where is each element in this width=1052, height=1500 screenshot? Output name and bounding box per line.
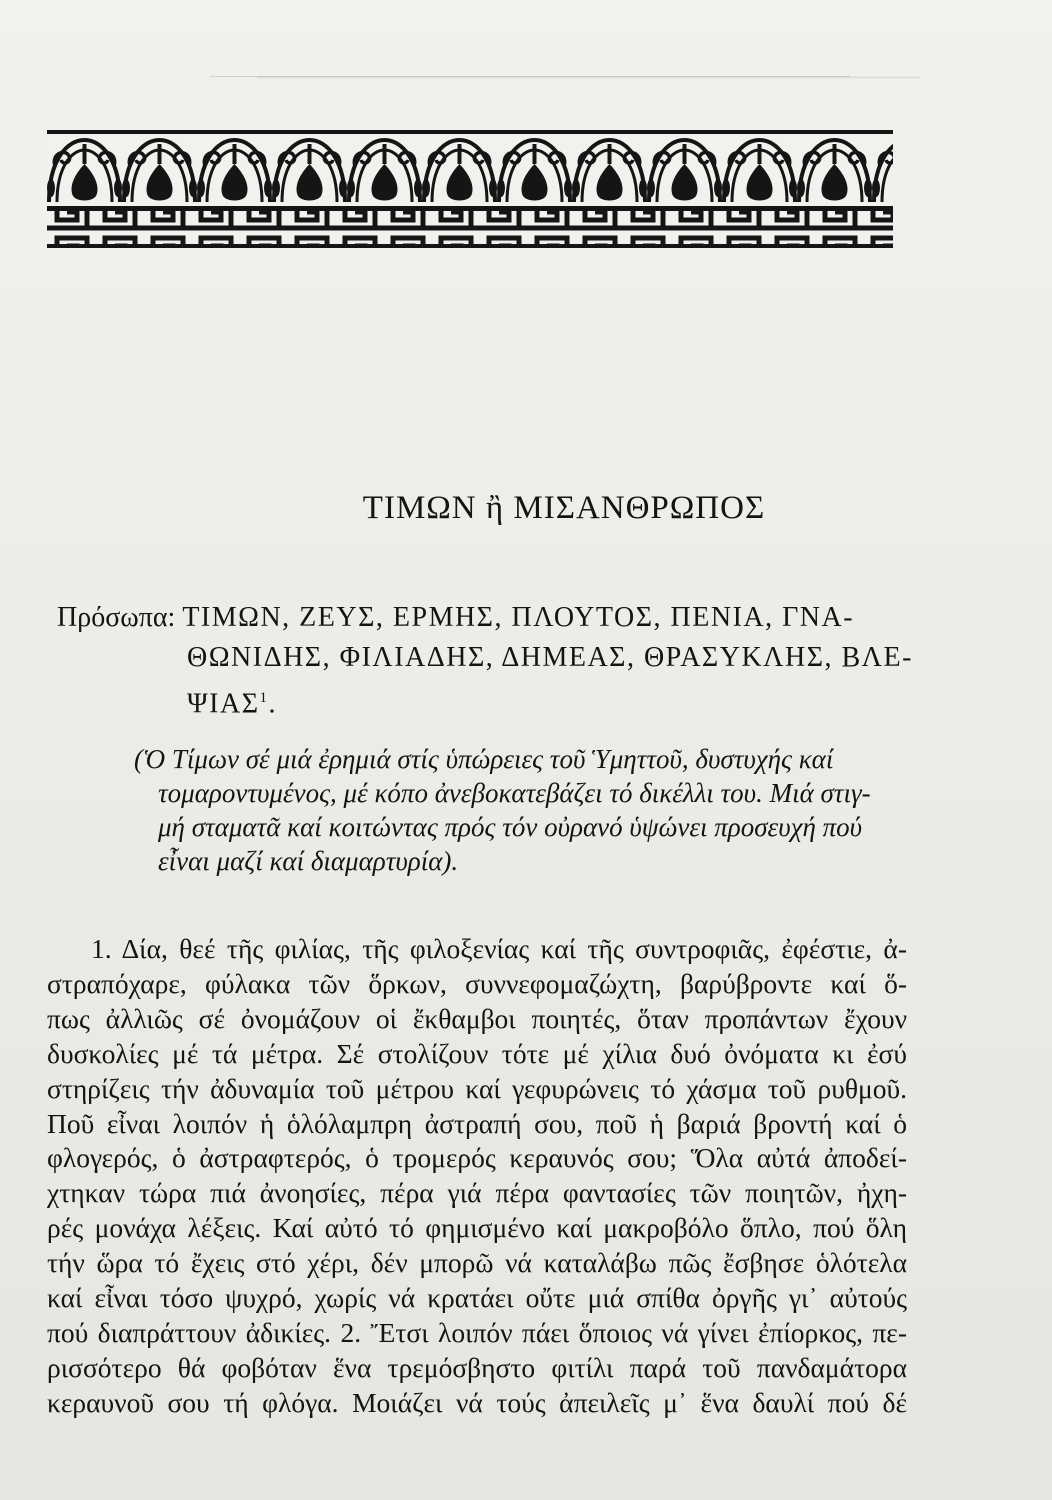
stage-line: τομαροντυμένος, μέ κόπο ἀνεβοκατεβάζει τό δικέλλι του. Μιά στιγ- xyxy=(158,778,871,808)
text-line: στραπόχαρε, φύλακα τῶν ὅρκων, συννεφομαζώχτη, βαρύβροντε καί ὅ- xyxy=(47,967,907,999)
persons-line-3 xyxy=(57,678,917,724)
persons-line-3-end: . xyxy=(268,688,277,720)
text-line: Ποῦ εἶναι λοιπόν ἡ ὁλόλαμπρη ἀστραπή σου, ποῦ ἡ βαριά βροντή καί ὁ xyxy=(47,1107,907,1139)
text-line: δυσκολίες μέ τά μέτρα. Σέ στολίζουν τότε μέ χίλια δυό ὀνόματα κι ἐσύ xyxy=(47,1037,907,1069)
chapter-title: ΤΙΜΩΝ ἢ ΜΙΣΑΝΘΡΩΠΟΣ xyxy=(362,490,766,526)
footnote-marker: 1 xyxy=(259,690,269,706)
text-line: καί εἶναι τόσο ψυχρό, χωρίς νά κρατάει οὔτε μιά σπίθα ὀργῆς γι᾽ αὐτούς xyxy=(47,1282,907,1314)
stage-line: (Ὁ Τίμων σέ μιά ἐρημιά στίς ὑπώρειες τοῦ Ὑμηττοῦ, δυστυχής καί xyxy=(134,744,834,774)
text-line: τήν ὥρα τό ἔχεις στό χέρι, δέν μπορῶ νά καταλάβω πῶς ἔσβησε ὁλότελα xyxy=(47,1247,907,1279)
persons-line-2: ΘΩΝΙΔΗΣ, ΦΙΛΙΑΔΗΣ, ΔΗΜΕΑΣ, ΘΡΑΣΥΚΛΗΣ, ΒΛΕ- xyxy=(187,642,913,673)
body-paragraph xyxy=(47,932,907,1421)
show-through-texture: ──────────────────────────────────────────── xyxy=(257,63,920,92)
persons-names-1: ΤΙΜΩΝ, ΖΕΥΣ, ΕΡΜΗΣ, ΠΛΟΥΤΟΣ, ΠΕΝΙΑ, ΓΝΑ- xyxy=(182,602,855,633)
persons-line-1 xyxy=(57,598,917,638)
text-line: 1. Δία, θεέ τῆς φιλίας, τῆς φιλοξενίας καί τῆς συντροφιᾶς, ἐφέστιε, ἀ- xyxy=(91,933,907,964)
ornamental-border-icon xyxy=(47,130,893,248)
text-line: χτηκαν τώρα πιά ἀνοησίες, πέρα γιά πέρα φαντασίες τῶν ποιητῶν, ἠχη- xyxy=(47,1177,907,1209)
dramatis-personae xyxy=(57,598,917,724)
text-line: στηρίζεις τήν ἀδυναμία τοῦ μέτρου καί γεφυρώνεις τό χάσμα τοῦ ρυθμοῦ. xyxy=(47,1072,907,1104)
stage-line: εἶναι μαζί καί διαμαρτυρία). xyxy=(158,846,459,876)
text-line: πως ἀλλιῶς σέ ὀνομάζουν οἱ ἔκθαμβοι ποιητές, ὅταν προπάντων ἔχουν xyxy=(47,1002,907,1034)
text-line: ρισσότερο θά φοβόταν ἕνα τρεμόσβηστο φιτίλι παρά τοῦ πανδαμάτορα xyxy=(47,1351,907,1383)
running-head-rule xyxy=(210,76,850,77)
stage-line: μή σταματᾶ καί κοιτώντας πρός τόν οὐρανό ὑψώνει προσευχή πού xyxy=(158,812,863,842)
text-line: πού διαπράττουν ἀδικίες. 2. Ἔτσι λοιπόν πάει ὅποιος νά γίνει ἐπίορκος, πε- xyxy=(47,1316,907,1348)
text-line: κεραυνοῦ σου τή φλόγα. Μοιάζει νά τούς ἀπειλεῖς μ᾽ ἕνα δαυλί πού δέ xyxy=(47,1386,907,1418)
text-line: φλογερός, ὁ ἀστραφτερός, ὁ τρομερός κεραυνός σου; Ὅλα αὐτά ἀποδεί- xyxy=(47,1142,907,1174)
persons-line-3-text: ΨΙΑΣ xyxy=(187,688,260,720)
text-line: ρές μονάχα λέξεις. Καί αὐτό τό φημισμένο καί μακροβόλο ὅπλο, πού ὅλη xyxy=(47,1212,907,1244)
stage-direction xyxy=(134,742,894,878)
persons-label: Πρόσωπα: xyxy=(57,602,176,633)
